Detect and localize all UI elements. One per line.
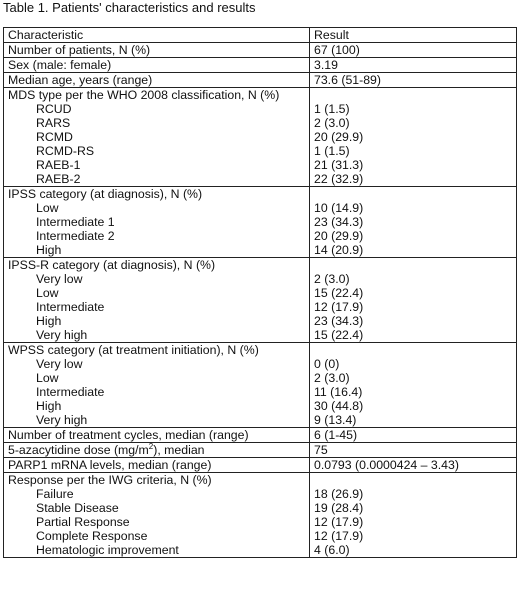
group-heading: WPSS category (at treatment initiation), N (%) [8,343,259,357]
item-label: High [36,314,62,328]
item-value: 20 (29.9) [314,130,364,144]
item-label: RCUD [36,102,72,116]
characteristic-cell [4,258,310,343]
item-value: 2 (3.0) [314,272,350,286]
item-value: 2 (3.0) [314,371,350,385]
table-body [4,43,517,558]
item-value: 18 (26.9) [314,487,364,501]
item-value: 30 (44.8) [314,399,364,413]
characteristic-cell [4,187,310,258]
row-value: 6 (1-45) [314,428,358,442]
header-result: Result [310,28,517,43]
item-value: 1 (1.5) [314,102,350,116]
row-label [8,73,305,87]
row-label-text: Number of treatment cycles, median (range) [8,428,249,442]
characteristic-cell [4,458,310,473]
item-label: RARS [36,116,71,130]
item-label: Intermediate 2 [36,229,115,243]
item-label: Very high [36,328,88,342]
row-label [8,458,305,472]
table-row [4,443,517,458]
item-label: RCMD-RS [36,144,95,158]
result-cell [310,343,517,428]
item-value: 9 (13.4) [314,413,357,427]
result-cell [310,73,517,88]
row-label-suffix: ), median [153,443,205,457]
item-label: Very low [36,272,83,286]
header-characteristic: Characteristic [4,28,310,43]
row-value: 75 [314,443,328,457]
characteristic-cell [4,443,310,458]
item-label: Stable Disease [36,501,119,515]
result-cell [310,258,517,343]
group-heading-spacer [314,88,512,102]
item-label: Intermediate [36,385,105,399]
table-group-row [4,187,517,258]
item-label: Intermediate [36,300,105,314]
result-cell [310,458,517,473]
group-heading-spacer [314,258,512,272]
table-group-row [4,258,517,343]
item-label: RAEB-1 [36,158,81,172]
item-label: Very low [36,357,83,371]
item-value: 11 (16.4) [314,385,363,399]
item-label: RCMD [36,130,73,144]
characteristic-cell [4,58,310,73]
result-cell [310,43,517,58]
group-heading-spacer [314,473,512,487]
result-cell [310,428,517,443]
patients-table [3,27,517,558]
item-label: RAEB-2 [36,172,81,186]
row-label-text: Sex (male: female) [8,58,112,72]
table-caption: Table 1. Patients' characteristics and results [3,0,256,15]
item-label: High [36,243,62,257]
row-value: 3.19 [314,58,338,72]
group-heading: IPSS category (at diagnosis), N (%) [8,187,203,201]
table-group-row [4,343,517,428]
item-label: Partial Response [36,515,130,529]
item-label: Complete Response [36,529,148,543]
row-value: 0.0793 (0.0000424 – 3.43) [314,458,459,472]
item-value: 20 (29.9) [314,229,364,243]
table-group-row [4,88,517,187]
row-value: 67 (100) [314,43,360,57]
characteristic-cell [4,88,310,187]
item-value: 23 (34.3) [314,314,364,328]
table-group-row [4,473,517,558]
row-label-superscript: 2 [148,441,154,451]
result-cell [310,443,517,458]
table-header-row [4,28,517,43]
item-value: 22 (32.9) [314,172,364,186]
item-label: Low [36,371,59,385]
item-value: 12 (17.9) [314,515,364,529]
item-value: 15 (22.4) [314,286,364,300]
characteristic-cell [4,428,310,443]
item-value: 15 (22.4) [314,328,364,342]
item-value: 4 (6.0) [314,543,350,557]
row-label [8,58,305,72]
row-value: 73.6 (51-89) [314,73,381,87]
group-heading: Response per the IWG criteria, N (%) [8,473,212,487]
item-label: Low [36,201,59,215]
group-heading: IPSS-R category (at diagnosis), N (%) [8,258,216,272]
characteristic-cell [4,43,310,58]
table-row [4,73,517,88]
item-value: 1 (1.5) [314,144,350,158]
item-value: 0 (0) [314,357,340,371]
row-label-text: PARP1 mRNA levels, median (range) [8,458,212,472]
row-label [8,43,305,57]
row-label [8,428,305,442]
group-heading: MDS type per the WHO 2008 classification, N (%) [8,88,280,102]
row-label-text: 5-azacytidine dose (mg/m [8,443,149,457]
row-label-text: Median age, years (range) [8,73,153,87]
result-cell [310,88,517,187]
characteristic-cell [4,343,310,428]
result-cell [310,473,517,558]
item-value: 12 (17.9) [314,529,364,543]
item-value: 14 (20.9) [314,243,364,257]
row-label-text: Number of patients, N (%) [8,43,151,57]
table-row [4,428,517,443]
table-row [4,58,517,73]
item-value: 19 (28.4) [314,501,364,515]
item-value: 10 (14.9) [314,201,364,215]
item-label: Hematologic improvement [36,543,179,557]
result-cell [310,58,517,73]
item-value: 12 (17.9) [314,300,364,314]
item-value: 2 (3.0) [314,116,350,130]
group-heading-spacer [314,343,512,357]
item-label: Low [36,286,59,300]
item-value: 21 (31.3) [314,158,364,172]
table-row [4,458,517,473]
item-label: High [36,399,62,413]
table-row [4,43,517,58]
item-label: Very high [36,413,88,427]
characteristic-cell [4,73,310,88]
item-value: 23 (34.3) [314,215,364,229]
row-label [8,443,305,457]
item-label: Intermediate 1 [36,215,115,229]
result-cell [310,187,517,258]
group-heading-spacer [314,187,512,201]
characteristic-cell [4,473,310,558]
item-label: Failure [36,487,74,501]
